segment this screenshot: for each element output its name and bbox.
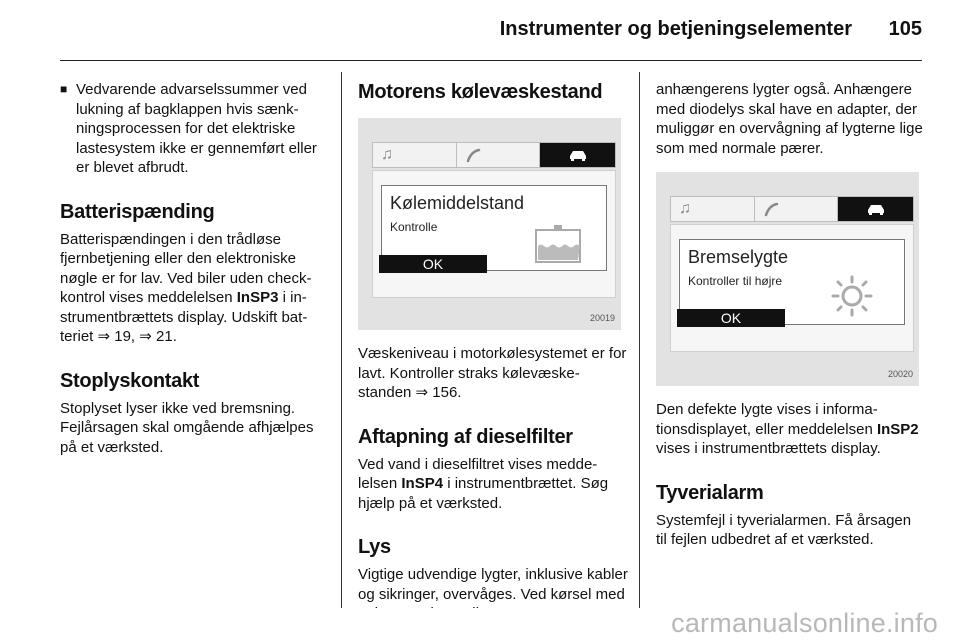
page-header [0, 0, 960, 62]
display-tabs [372, 142, 616, 168]
figure-number: 20019 [589, 312, 615, 323]
bullet-item [60, 80, 330, 178]
heading-coolant: Motorens kølevæskestand [358, 81, 603, 103]
heading-lights: Lys [358, 536, 391, 558]
heading-theft-alarm: Tyverialarm [656, 481, 764, 504]
bulb-icon [830, 274, 874, 318]
keyword-insp2: InSP2 [876, 420, 919, 438]
footer [0, 608, 960, 642]
heading-battery: Batterispænding [60, 200, 215, 223]
car-icon [540, 143, 615, 167]
column-1 [60, 80, 330, 457]
bullet-text: Vedvarende advarselssummer ved lukning af bagklappen hvis sænkningsprocessen for det elektriske lastesystem ikke er gennemført eller er blevet afbrudt. [76, 81, 317, 176]
message-subtitle: Kontrolle [390, 220, 438, 234]
coolant-paragraph: Væskeniveau i motorkølesystemet er for lavt. Kontroller straks kølevæskestanden ⇒ 156. [358, 345, 627, 401]
column-3 [656, 80, 924, 550]
display-tabs [670, 196, 914, 222]
coolant-level-icon [534, 224, 582, 264]
heading-brake-switch: Stoplyskontakt [60, 369, 200, 392]
alarm-paragraph: Systemfejl i tyverialarmen. Få årsagen til fejlen udbedret af et værksted. [656, 511, 912, 548]
figure-brake-light-display [656, 172, 919, 386]
music-note-icon: ♫ [373, 143, 457, 167]
header-divider [60, 60, 922, 61]
heading-diesel-filter: Aftapning af dieselfilter [358, 425, 573, 448]
bullet-square-icon: ■ [60, 82, 68, 96]
lights-paragraph: Vigtige udvendige lygter, inklusive kabler og sikringer, overvåges. Ved kørsel med [358, 566, 628, 603]
ok-button: OK [677, 309, 785, 327]
column-2 [358, 80, 628, 624]
info-screen [670, 224, 914, 352]
figure-number: 20020 [887, 368, 913, 379]
keyword-insp4: InSP4 [401, 475, 444, 492]
music-note-icon: ♫ [671, 197, 755, 221]
watermark-text: carmanualsonline.info [671, 608, 938, 638]
message-title: Kølemiddelstand [390, 193, 525, 213]
column-divider-1 [341, 72, 342, 608]
keyword-insp3: InSP3 [236, 289, 279, 306]
message-title: Bremselygte [688, 247, 789, 267]
lights-continued-paragraph: anhængerens lygter også. Anhængere med diodelys skal have en adapter, der muliggør en overvågning af lygterne lige som med normale pærer. [656, 81, 923, 157]
figure-coolant-display [358, 118, 621, 330]
page-number: 105 [888, 18, 922, 40]
column-divider-2 [639, 72, 640, 608]
diesel-paragraph: Ved vand i dieselfiltret vises meddelelsen InSP4 i instrumentbrættet. Søg hjælp på et værksted. [358, 455, 609, 512]
phone-handset-icon [457, 143, 541, 167]
car-icon [838, 197, 913, 221]
battery-paragraph: Batterispændingen i den trådløse fjernbetjening eller den elektroniske nøgle er for lav. Ved biler uden checkkontrol vises meddelelsen InSP3 i instrumentbrættets display. Udskift batteriet ⇒ 19, ⇒ 21. [60, 230, 312, 345]
message-subtitle: Kontroller til højre [688, 274, 783, 288]
ok-button: OK [379, 255, 487, 273]
info-screen [372, 170, 616, 298]
defect-lamp-paragraph: Den defekte lygte vises i informationsdisplayet, eller meddelelsen InSP2 vises i instrumentbrættets display. [656, 401, 919, 457]
section-title: Instrumenter og betjeningselementer [499, 18, 852, 40]
phone-handset-icon [755, 197, 839, 221]
brake-paragraph: Stoplyset lyser ikke ved bremsning. Fejlårsagen skal omgående afhjælpes på et værksted. [60, 399, 314, 456]
